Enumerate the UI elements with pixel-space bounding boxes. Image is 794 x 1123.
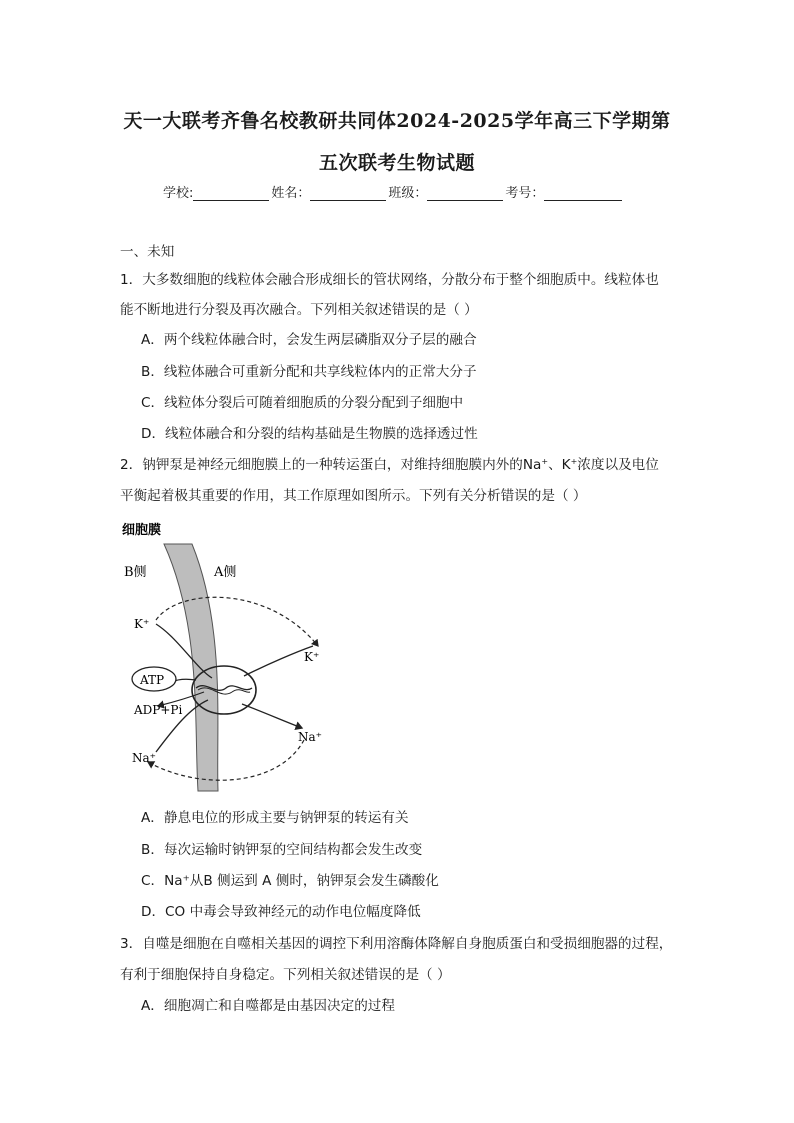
- q2-stem-part1: 2．钠钾泵是神经元细胞膜上的一种转运蛋白，对维持细胞膜内外的Na: [120, 457, 542, 473]
- name-blank: [310, 186, 386, 201]
- q1-option-d: D．线粒体融合和分裂的结构基础是生物膜的选择透过性: [141, 426, 478, 442]
- page-title-line1: 天一大联考齐鲁名校教研共同体2024-2025学年高三下学期第: [123, 110, 671, 132]
- class-blank: [427, 186, 503, 201]
- q2-stem-part2: 、K: [548, 457, 571, 473]
- q2-stem-line1: 2．钠钾泵是神经元细胞膜上的一种转运蛋白，对维持细胞膜内外的Na+、K+浓度以及电位: [120, 457, 659, 473]
- student-info-row: [163, 182, 624, 201]
- side-b-label: B侧: [124, 565, 147, 580]
- school-label: 学校:: [163, 186, 194, 201]
- sodium-potassium-pump-figure: [118, 518, 348, 803]
- q2-option-b: B．每次运输时钠钾泵的空间结构都会发生改变: [141, 842, 423, 858]
- membrane-band: [164, 544, 218, 791]
- page-title-line2: 五次联考生物试题: [318, 152, 475, 174]
- exam-no-blank: [544, 186, 622, 201]
- q2-option-d: D．CO 中毒会导致神经元的动作电位幅度降低: [141, 904, 421, 920]
- side-a-label: A侧: [214, 565, 237, 580]
- q1-stem-line2: 能不断地进行分裂及再次融合。下列相关叙述错误的是（ ）: [120, 302, 478, 318]
- atp-label: ATP: [140, 673, 165, 687]
- class-label: 班级：: [388, 186, 428, 201]
- na-right-label: Na⁺: [298, 730, 322, 744]
- k-left-label: K⁺: [134, 617, 150, 631]
- na-left-label: Na⁺: [132, 751, 156, 765]
- k-right-label: K⁺: [304, 650, 320, 664]
- q2-stem-line2: 平衡起着极其重要的作用，其工作原理如图所示。下列有关分析错误的是（ ）: [120, 488, 587, 504]
- name-label: 姓名：: [271, 186, 311, 201]
- q2-stem-part3: 浓度以及电位: [577, 457, 659, 473]
- q2-option-a: A．静息电位的形成主要与钠钾泵的转运有关: [141, 810, 409, 826]
- q3-option-a: A．细胞凋亡和自噬都是由基因决定的过程: [141, 998, 395, 1014]
- q1-option-b: B．线粒体融合可重新分配和共享线粒体内的正常大分子: [141, 364, 477, 380]
- school-blank: [193, 186, 269, 201]
- adp-label: ADP+Pi: [134, 703, 183, 717]
- section-heading: 一、未知: [120, 244, 175, 260]
- q3-stem-line2: 有利于细胞保持自身稳定。下列相关叙述错误的是（ ）: [120, 967, 451, 983]
- exam-no-label: 考号：: [505, 186, 545, 201]
- na-dashed-arc: [148, 740, 304, 780]
- k-dashed-arc: [156, 597, 318, 646]
- q1-stem-line1: 1．大多数细胞的线粒体会融合形成细长的管状网络，分散分布于整个细胞质中。线粒体也: [120, 272, 659, 288]
- q1-option-c: C．线粒体分裂后可随着细胞质的分裂分配到子细胞中: [141, 395, 464, 411]
- q2-option-c: C．Na⁺从B 侧运到 A 侧时，钠钾泵会发生磷酸化: [141, 873, 439, 889]
- membrane-label: 细胞膜: [122, 523, 162, 538]
- q1-option-a: A．两个线粒体融合时，会发生两层磷脂双分子层的融合: [141, 332, 477, 348]
- q3-stem-line1: 3．自噬是细胞在自噬相关基因的调控下利用溶酶体降解自身胞质蛋白和受损细胞器的过程，: [120, 936, 673, 952]
